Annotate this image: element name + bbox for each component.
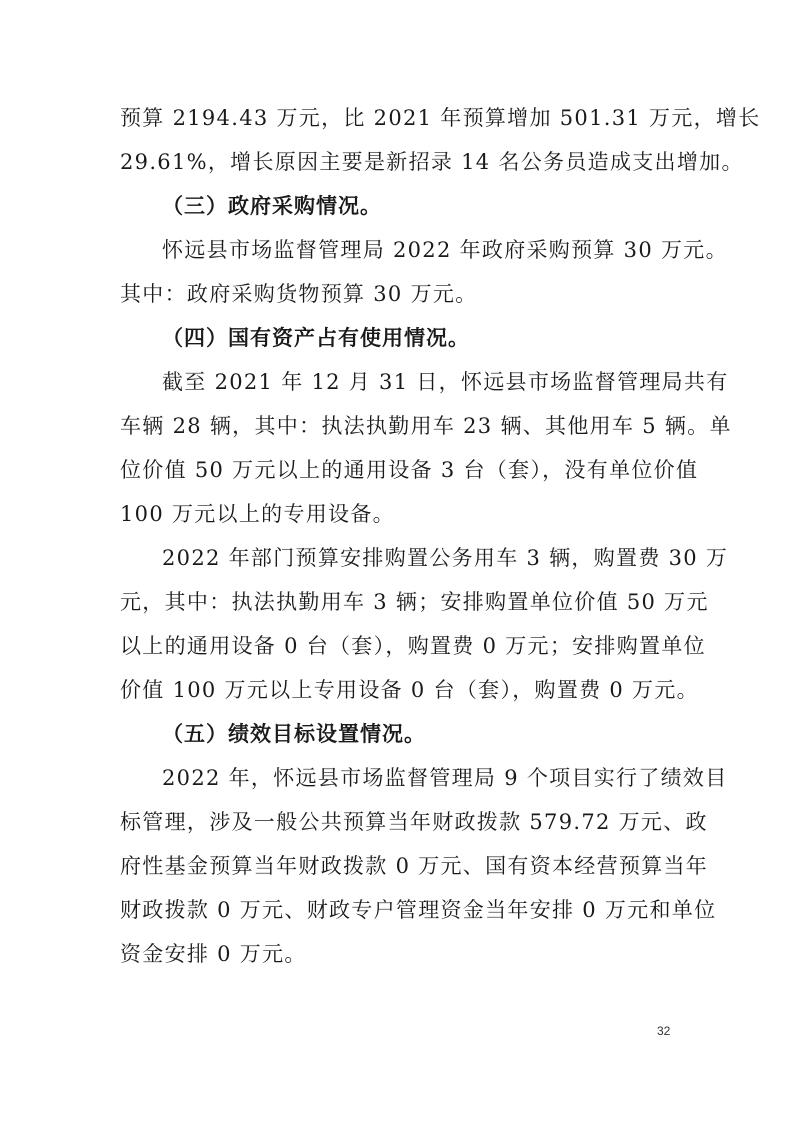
section-heading-4: （四）国有资产占有使用情况。 [162, 326, 470, 350]
section-heading-5: （五）绩效目标设置情况。 [162, 722, 426, 746]
section-heading-3: （三）政府采购情况。 [162, 194, 382, 218]
paragraph-line: 29.61%，增长原因主要是新招录 14 名公务员造成支出增加。 [120, 150, 744, 174]
paragraph-line: 100 万元以上的专用设备。 [120, 502, 395, 526]
paragraph-line: 标管理，涉及一般公共预算当年财政拨款 579.72 万元、政 [120, 810, 708, 834]
paragraph-line: 价值 100 万元以上专用设备 0 台（套），购置费 0 万元。 [120, 678, 699, 702]
paragraph-line: 2022 年，怀远县市场监督管理局 9 个项目实行了绩效目 [162, 766, 728, 790]
paragraph-line: 预算 2194.43 万元，比 2021 年预算增加 501.31 万元，增长 [120, 106, 761, 130]
paragraph-line: 车辆 28 辆，其中：执法执勤用车 23 辆、其他用车 5 辆。单 [120, 414, 732, 438]
paragraph-line: 位价值 50 万元以上的通用设备 3 台（套），没有单位价值 [120, 458, 699, 482]
paragraph-line: 怀远县市场监督管理局 2022 年政府采购预算 30 万元。 [162, 238, 728, 262]
paragraph-line: 截至 2021 年 12 月 31 日，怀远县市场监督管理局共有 [162, 370, 729, 394]
paragraph-line: 2022 年部门预算安排购置公务用车 3 辆，购置费 30 万 [162, 546, 729, 570]
page-number: 32 [657, 1024, 671, 1038]
paragraph-line: 资金安排 0 万元。 [120, 942, 307, 966]
paragraph-line: 以上的通用设备 0 台（套），购置费 0 万元；安排购置单位 [120, 634, 706, 658]
paragraph-line: 其中：政府采购货物预算 30 万元。 [120, 282, 478, 306]
paragraph-line: 元，其中：执法执勤用车 3 辆；安排购置单位价值 50 万元 [120, 590, 709, 614]
paragraph-line: 财政拨款 0 万元、财政专户管理资金当年安排 0 万元和单位 [120, 898, 717, 922]
paragraph-line: 府性基金预算当年财政拨款 0 万元、国有资本经营预算当年 [120, 854, 709, 878]
